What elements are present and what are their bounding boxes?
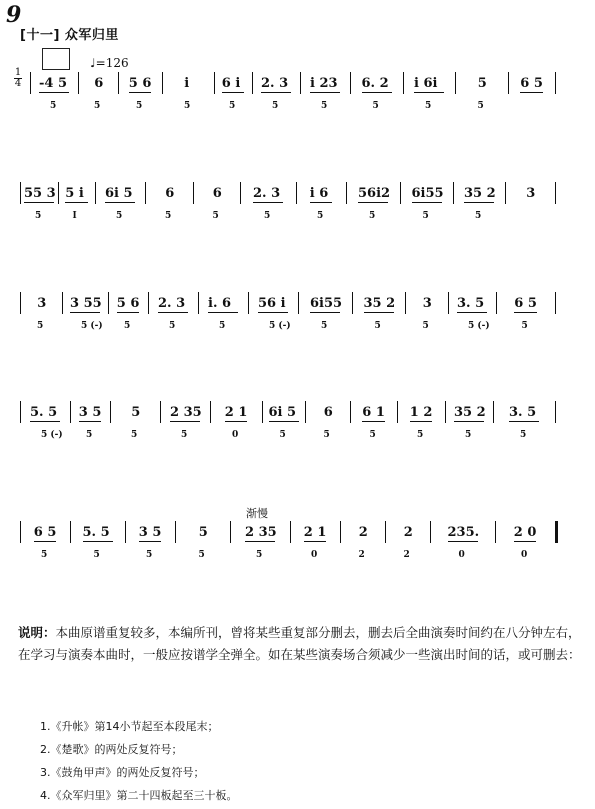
bass-note: 5 (-) (468, 321, 490, 331)
bass-note: 5 (37, 321, 44, 331)
melody-measure: 2 35 (170, 405, 202, 420)
bar-line (305, 401, 306, 423)
melody-measure: 56i2 (358, 186, 391, 201)
melody-measure: 3 (526, 186, 536, 201)
bass-note: 5 (369, 211, 376, 221)
bar-line (403, 72, 404, 94)
bass-note: 5 (422, 321, 429, 331)
bar-line (95, 182, 96, 204)
bar-line (493, 401, 494, 423)
beam-line (39, 92, 69, 93)
bar-line (508, 72, 509, 94)
melody-measure: 3 55 (70, 296, 102, 311)
melody-measure: 5. 5 (30, 405, 58, 420)
bass-note: 5 (169, 321, 176, 331)
melody-measure: 6i 5 (268, 405, 297, 420)
beam-line (129, 92, 152, 93)
bar-line (108, 292, 109, 314)
time-signature-top: 1 (14, 67, 22, 78)
bass-note: 5 (94, 101, 101, 111)
time-signature-bottom: 4 (14, 78, 22, 89)
score-row (0, 525, 595, 595)
bar-line (400, 182, 401, 204)
beam-line (310, 202, 333, 203)
melody-measure: 6 (212, 186, 222, 201)
beam-line (310, 92, 340, 93)
melody-measure: 3. 5 (457, 296, 485, 311)
melody-measure: 1 2 (409, 405, 433, 420)
bar-line (350, 401, 351, 423)
bar-line (193, 182, 194, 204)
bar-line (555, 401, 556, 423)
beam-line (304, 541, 327, 542)
bass-note: 5 (317, 211, 324, 221)
beam-line (208, 312, 238, 313)
bar-line (252, 72, 253, 94)
bar-line (448, 292, 449, 314)
melody-measure: 2 0 (513, 525, 537, 540)
melody-measure: 5 6 (128, 76, 152, 91)
bar-line (290, 521, 291, 543)
explanation-item-2: 2.《楚歌》的两处反复符号； (40, 743, 183, 756)
bass-note: 0 (458, 550, 465, 560)
bar-line (397, 401, 398, 423)
beam-line (514, 312, 537, 313)
explanation-item-4: 4.《众军归里》第二十四板起至三十板。 (40, 789, 238, 802)
bar-line (555, 521, 558, 543)
bar-line (455, 72, 456, 94)
beam-line (464, 202, 494, 203)
bar-line (160, 401, 161, 423)
beam-line (358, 202, 388, 203)
bass-note: 5 (35, 211, 42, 221)
bar-line (78, 72, 79, 94)
bass-note: 5 (212, 211, 219, 221)
bass-note: 5 (417, 430, 424, 440)
melody-measure: 6 5 (514, 296, 537, 311)
beam-line (362, 92, 392, 93)
beam-line (310, 312, 340, 313)
melody-measure: 6 (165, 186, 175, 201)
explanation-item-3: 3.《鼓角甲声》的两处反复符号； (40, 766, 205, 779)
explanation-label: 说明 (18, 625, 44, 640)
bar-line (340, 521, 341, 543)
melody-measure: i 6i (414, 76, 438, 91)
melody-measure: 6. 2 (361, 76, 389, 91)
bar-line (162, 72, 163, 94)
score-row (0, 296, 595, 366)
bass-note: 5 (229, 101, 236, 111)
melody-measure: i 6 (309, 186, 329, 201)
bass-note: 5 (422, 211, 429, 221)
tempo-change: 渐慢 (246, 507, 268, 520)
melody-measure: 6 5 (33, 525, 57, 540)
bar-line (405, 292, 406, 314)
bar-line (20, 182, 21, 204)
bass-note: 5 (41, 550, 48, 560)
bass-note: 5 (272, 101, 279, 111)
tempo-marking: ♩=126 (90, 56, 129, 70)
bass-note: 5 (165, 211, 172, 221)
bar-line (385, 521, 386, 543)
bass-note: 5 (369, 430, 376, 440)
bar-line (350, 72, 351, 94)
bass-note: 2 (358, 550, 365, 560)
beam-line (70, 312, 100, 313)
bass-note: 5 (279, 430, 286, 440)
bass-note: 5 (465, 430, 472, 440)
melody-measure: 6i55 (310, 296, 343, 311)
bar-line (555, 182, 556, 204)
bass-note: 5 (-) (41, 430, 63, 440)
beam-line (65, 202, 88, 203)
bass-note: 5 (264, 211, 271, 221)
beam-line (258, 312, 288, 313)
bar-line (110, 401, 111, 423)
bass-note: 5 (475, 211, 482, 221)
bar-line (300, 72, 301, 94)
melody-measure: 6 (323, 405, 333, 420)
bass-note: 5 (86, 430, 93, 440)
bar-line (346, 182, 347, 204)
bar-line (453, 182, 454, 204)
bass-note: 5 (131, 430, 138, 440)
bass-note: 5 (521, 321, 528, 331)
bass-note: 5 (477, 101, 484, 111)
beam-line (222, 92, 245, 93)
melody-measure: 6 1 (362, 405, 385, 420)
bass-note: 5 (124, 321, 131, 331)
bass-note: 5 (374, 321, 381, 331)
melody-measure: 5 6 (116, 296, 140, 311)
bass-note: 5 (219, 321, 226, 331)
bar-line (125, 521, 126, 543)
melody-measure: 2 (403, 525, 413, 540)
melody-measure: 3 (37, 296, 47, 311)
beam-line (225, 421, 248, 422)
explanation-text: 本曲原谱重复较多，本编所刊，曾将某些重复部分删去，删去后全曲演奏时间约在八分钟左右，在学习与演奏本曲时，一般应按谱学全弹全。如在某些演奏场合须减少一些演出时间的话，或可删去： (18, 625, 581, 662)
bar-line (20, 292, 21, 314)
melody-measure: 5 (477, 76, 487, 91)
beam-line (457, 312, 487, 313)
melody-measure: 2 35 (245, 525, 277, 540)
bar-line (210, 401, 211, 423)
beam-line (117, 312, 140, 313)
beam-line (139, 541, 162, 542)
melody-measure: 6i55 (411, 186, 444, 201)
bar-line (30, 72, 31, 94)
score-row (0, 405, 595, 475)
melody-measure: 235. (447, 525, 480, 540)
melody-measure: 2. 3 (158, 296, 186, 311)
bass-note: 5 (116, 211, 123, 221)
beam-line (261, 92, 291, 93)
beam-line (269, 421, 299, 422)
melody-measure: 3 5 (138, 525, 162, 540)
bass-note: 0 (232, 430, 239, 440)
melody-measure: 3 (422, 296, 432, 311)
bar-line (240, 182, 241, 204)
melody-measure: 6 i (221, 76, 241, 91)
bass-note: 5 (425, 101, 432, 111)
beam-line (412, 202, 442, 203)
explanation-item-1: 1.《升帐》第14小节起至本段尾末； (40, 720, 219, 733)
score-row (0, 186, 595, 256)
bar-line (505, 182, 506, 204)
page-number: 9 (6, 2, 22, 28)
melody-measure: i (184, 76, 190, 91)
melody-measure: 35 2 (464, 186, 496, 201)
beam-line (170, 421, 200, 422)
melody-measure: 5 i (65, 186, 84, 201)
melody-measure: 2. 3 (253, 186, 281, 201)
bass-note: 5 (181, 430, 188, 440)
beam-line (448, 541, 478, 542)
explanation: 说明：本曲原谱重复较多，本编所刊，曾将某些重复部分删去，删去后全曲演奏时间约在八分钟左右，在学习与演奏本曲时，一般应按谱学全弹全。如在某些演奏场合须减少一些演出时间的话，或可删去： (18, 625, 581, 662)
melody-measure: 6 5 (520, 76, 543, 91)
beam-line (509, 421, 539, 422)
beam-line (158, 312, 188, 313)
melody-measure: 3 5 (78, 405, 102, 420)
bass-note: 5 (198, 550, 205, 560)
section-title: [十一] 众军归里 (20, 28, 119, 43)
bar-line (555, 72, 556, 94)
bass-note: 5 (-) (81, 321, 103, 331)
bass-note: 5 (321, 101, 328, 111)
bass-note: 5 (256, 550, 263, 560)
bar-line (555, 292, 556, 314)
melody-measure: 55 3 (24, 186, 56, 201)
beam-line (364, 312, 394, 313)
melody-measure: 2 (358, 525, 368, 540)
beam-line (245, 541, 275, 542)
melody-measure: 35 2 (363, 296, 396, 311)
beam-line (253, 202, 283, 203)
beam-line (105, 202, 135, 203)
bass-note: 5 (50, 101, 57, 111)
bar-line (175, 521, 176, 543)
bar-line (70, 521, 71, 543)
beam-line (520, 92, 543, 93)
bar-line (20, 401, 21, 423)
melody-measure: 2. 3 (261, 76, 289, 91)
bar-line (58, 182, 59, 204)
bar-line (248, 292, 249, 314)
bass-note: 2 (403, 550, 410, 560)
beam-line (79, 421, 102, 422)
bass-note: I (72, 211, 77, 221)
bar-line (352, 292, 353, 314)
bass-note: 5 (184, 101, 191, 111)
beam-line (362, 421, 385, 422)
melody-measure: 2 1 (224, 405, 248, 420)
melody-measure: 5. 5 (82, 525, 110, 540)
melody-measure: -4 5 (39, 76, 68, 91)
bar-line (148, 292, 149, 314)
bass-note: 5 (372, 101, 379, 111)
bar-line (496, 292, 497, 314)
melody-measure: 35 2 (454, 405, 486, 420)
beam-line (30, 421, 60, 422)
bar-line (262, 401, 263, 423)
melody-measure: 2 1 (303, 525, 327, 540)
melody-measure: i 23 (310, 76, 338, 91)
bar-line (214, 72, 215, 94)
bar-line (198, 292, 199, 314)
bar-line (298, 292, 299, 314)
beam-line (514, 541, 537, 542)
bar-line (20, 521, 21, 543)
beam-line (454, 421, 484, 422)
bass-note: 5 (136, 101, 143, 111)
melody-measure: 3. 5 (509, 405, 537, 420)
beam-line (24, 202, 54, 203)
bass-note: 5 (520, 430, 527, 440)
melody-measure: i. 6 (208, 296, 232, 311)
bar-line (118, 72, 119, 94)
bass-note: 5 (321, 321, 328, 331)
bar-line (445, 401, 446, 423)
melody-measure: 5 (198, 525, 208, 540)
bass-note: 0 (311, 550, 318, 560)
melody-measure: 56 i (258, 296, 286, 311)
repeat-box (42, 48, 70, 70)
beam-line (83, 541, 113, 542)
melody-measure: 6i 5 (105, 186, 133, 201)
bar-line (296, 182, 297, 204)
bar-line (495, 521, 496, 543)
bass-note: 0 (521, 550, 528, 560)
bass-note: 5 (146, 550, 153, 560)
bar-line (145, 182, 146, 204)
bass-note: 5 (323, 430, 330, 440)
bar-line (230, 521, 231, 543)
bar-line (70, 401, 71, 423)
bar-line (430, 521, 431, 543)
bass-note: 5 (93, 550, 100, 560)
beam-line (410, 421, 433, 422)
score-row (0, 76, 595, 146)
beam-line (414, 92, 444, 93)
bar-line (62, 292, 63, 314)
bass-note: 5 (-) (269, 321, 291, 331)
melody-measure: 6 (94, 76, 104, 91)
beam-line (34, 541, 57, 542)
melody-measure: 5 (131, 405, 141, 420)
